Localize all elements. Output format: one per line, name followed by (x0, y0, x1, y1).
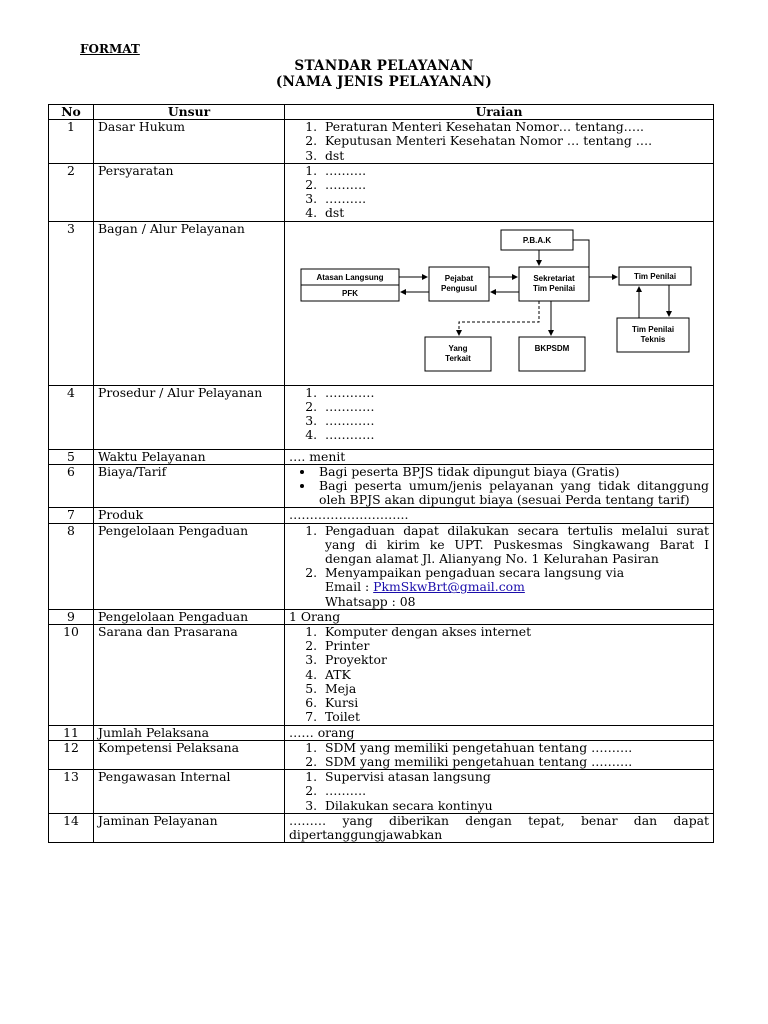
row-unsur: Pengawasan Internal (94, 770, 285, 814)
list-item: • Bagi peserta BPJS tidak dipungut biaya (Gratis) (315, 465, 709, 479)
list-item: 7. Toilet (321, 710, 709, 724)
list-item: 6. Kursi (321, 696, 709, 710)
row-unsur: Biaya/Tarif (94, 464, 285, 508)
table-row (49, 725, 714, 740)
row-uraian (285, 464, 714, 508)
table-row (49, 625, 714, 725)
list-item: 1. Supervisi atasan langsung (321, 770, 709, 784)
table-row (49, 385, 714, 449)
list-item: 1. Pengaduan dapat dilakukan secara tertulis melalui surat yang di kirim ke UPT. Puskesmas Singkawang Barat I dengan alamat Jl. Alianyang No. 1 Kelurahan Pasiran (321, 524, 709, 567)
format-label: FORMAT (80, 42, 140, 56)
row-unsur: Pengelolaan Pengaduan (94, 609, 285, 624)
service-flow-diagram (289, 222, 709, 382)
arrow (459, 301, 539, 335)
row-no: 11 (49, 725, 94, 740)
row-uraian: ……………………….. (285, 508, 714, 523)
list-item: • Bagi peserta umum/jenis pelayanan yang tidak ditanggung oleh BPJS akan dipungut biaya (sesuai Perda tentang tarif) (315, 479, 709, 507)
list-item: 2. ………. (321, 178, 709, 192)
row-uraian (285, 740, 714, 769)
label-sekretariat: Sekretariat (533, 273, 575, 283)
row-uraian (285, 770, 714, 814)
row-no: 12 (49, 740, 94, 769)
list-item: 1. Komputer dengan akses internet (321, 625, 709, 639)
row-no: 10 (49, 625, 94, 725)
list-item: 2. ………… (321, 400, 709, 414)
list-item: 3. Proyektor (321, 653, 709, 667)
row-no: 1 (49, 120, 94, 164)
list-item: 4. dst (321, 206, 709, 220)
table-header-row (49, 105, 714, 120)
row-unsur: Kompetensi Pelaksana (94, 740, 285, 769)
label-pengusul: Pengusul (440, 283, 478, 293)
list-item: 3. Dilakukan secara kontinyu (321, 799, 709, 813)
standard-table (48, 104, 714, 843)
table-row (49, 449, 714, 464)
list-item: 4. ………… (321, 428, 709, 442)
row-uraian: …… orang (285, 725, 714, 740)
row-unsur: Sarana dan Prasarana (94, 625, 285, 725)
row-no: 3 (49, 221, 94, 385)
row-no: 9 (49, 609, 94, 624)
list-item: 3. ………. (321, 192, 709, 206)
row-no: 6 (49, 464, 94, 508)
label-pejabat: Pejabat (444, 273, 474, 283)
list-item: 1. Peraturan Menteri Kesehatan Nomor… tentang….. (321, 120, 709, 134)
list-item: 4. ATK (321, 668, 709, 682)
email-link[interactable]: PkmSkwBrt@gmail.com (373, 579, 525, 595)
row-uraian: …. menit (285, 449, 714, 464)
list-item: 3. ………… (321, 414, 709, 428)
row-uraian (285, 385, 714, 449)
label-pfk: PFK (342, 288, 358, 298)
label-tim-penilai-teknis-2: Teknis (640, 334, 666, 344)
row-unsur: Bagan / Alur Pelayanan (94, 221, 285, 385)
table-row (49, 464, 714, 508)
document-subtitle: (NAMA JENIS PELAYANAN) (275, 74, 493, 90)
row-uraian (285, 120, 714, 164)
row-unsur: Waktu Pelayanan (94, 449, 285, 464)
row-no: 7 (49, 508, 94, 523)
list-item: 2. Keputusan Menteri Kesehatan Nomor … tentang …. (321, 134, 709, 148)
list-item (321, 566, 709, 609)
list-item: 5. Meja (321, 682, 709, 696)
list-item: 1. ………… (321, 386, 709, 400)
list-item: 1. SDM yang memiliki pengetahuan tentang ………. (321, 741, 709, 755)
email-label: Email : (325, 579, 374, 595)
list-item: 3. dst (321, 149, 709, 163)
row-uraian: ……… yang diberikan dengan tepat, benar dan dapat dipertanggungjawabkan (285, 813, 714, 842)
row-no: 8 (49, 523, 94, 609)
label-tim-penilai: Tim Penilai (633, 271, 677, 281)
label-atasan: Atasan Langsung (316, 272, 384, 282)
label-bkpsdm: BKPSDM (534, 343, 570, 353)
table-row (49, 523, 714, 609)
table-row (49, 120, 714, 164)
row-unsur: Jumlah Pelaksana (94, 725, 285, 740)
row-uraian (285, 163, 714, 221)
row-unsur: Pengelolaan Pengaduan (94, 523, 285, 609)
table-row (49, 770, 714, 814)
whatsapp-text: Whatsapp : 08 (325, 593, 416, 609)
list-item: 2. ………. (321, 784, 709, 798)
row-uraian: 1 Orang (285, 609, 714, 624)
row-unsur: Prosedur / Alur Pelayanan (94, 385, 285, 449)
header-unsur: Unsur (94, 105, 285, 120)
list-item: 2. SDM yang memiliki pengetahuan tentang ………. (321, 755, 709, 769)
row-unsur: Persyaratan (94, 163, 285, 221)
complaint-direct-text: Menyampaikan pengaduan secara langsung via (325, 565, 625, 581)
row-unsur: Produk (94, 508, 285, 523)
header-no: No (49, 105, 94, 120)
label-tim-penilai-teknis-1: Tim Penilai (631, 324, 675, 334)
row-unsur: Jaminan Pelayanan (94, 813, 285, 842)
row-no: 13 (49, 770, 94, 814)
row-uraian (285, 625, 714, 725)
list-item: 2. Printer (321, 639, 709, 653)
row-no: 4 (49, 385, 94, 449)
label-yang: Yang (448, 343, 468, 353)
row-no: 5 (49, 449, 94, 464)
arrow (573, 240, 589, 267)
header-uraian: Uraian (285, 105, 714, 120)
label-pbak: P.B.A.K (522, 235, 552, 245)
table-row (49, 163, 714, 221)
table-row (49, 508, 714, 523)
table-row (49, 221, 714, 385)
table-row (49, 740, 714, 769)
box-bkpsdm (519, 337, 585, 371)
row-no: 14 (49, 813, 94, 842)
table-row (49, 609, 714, 624)
table-row (49, 813, 714, 842)
row-unsur: Dasar Hukum (94, 120, 285, 164)
document-title: STANDAR PELAYANAN (294, 58, 474, 74)
row-uraian (285, 523, 714, 609)
label-terkait: Terkait (445, 353, 471, 363)
row-no: 2 (49, 163, 94, 221)
list-item: 1. ………. (321, 164, 709, 178)
label-sekretariat-tim: Tim Penilai (532, 283, 576, 293)
flow-diagram-cell (285, 221, 714, 385)
